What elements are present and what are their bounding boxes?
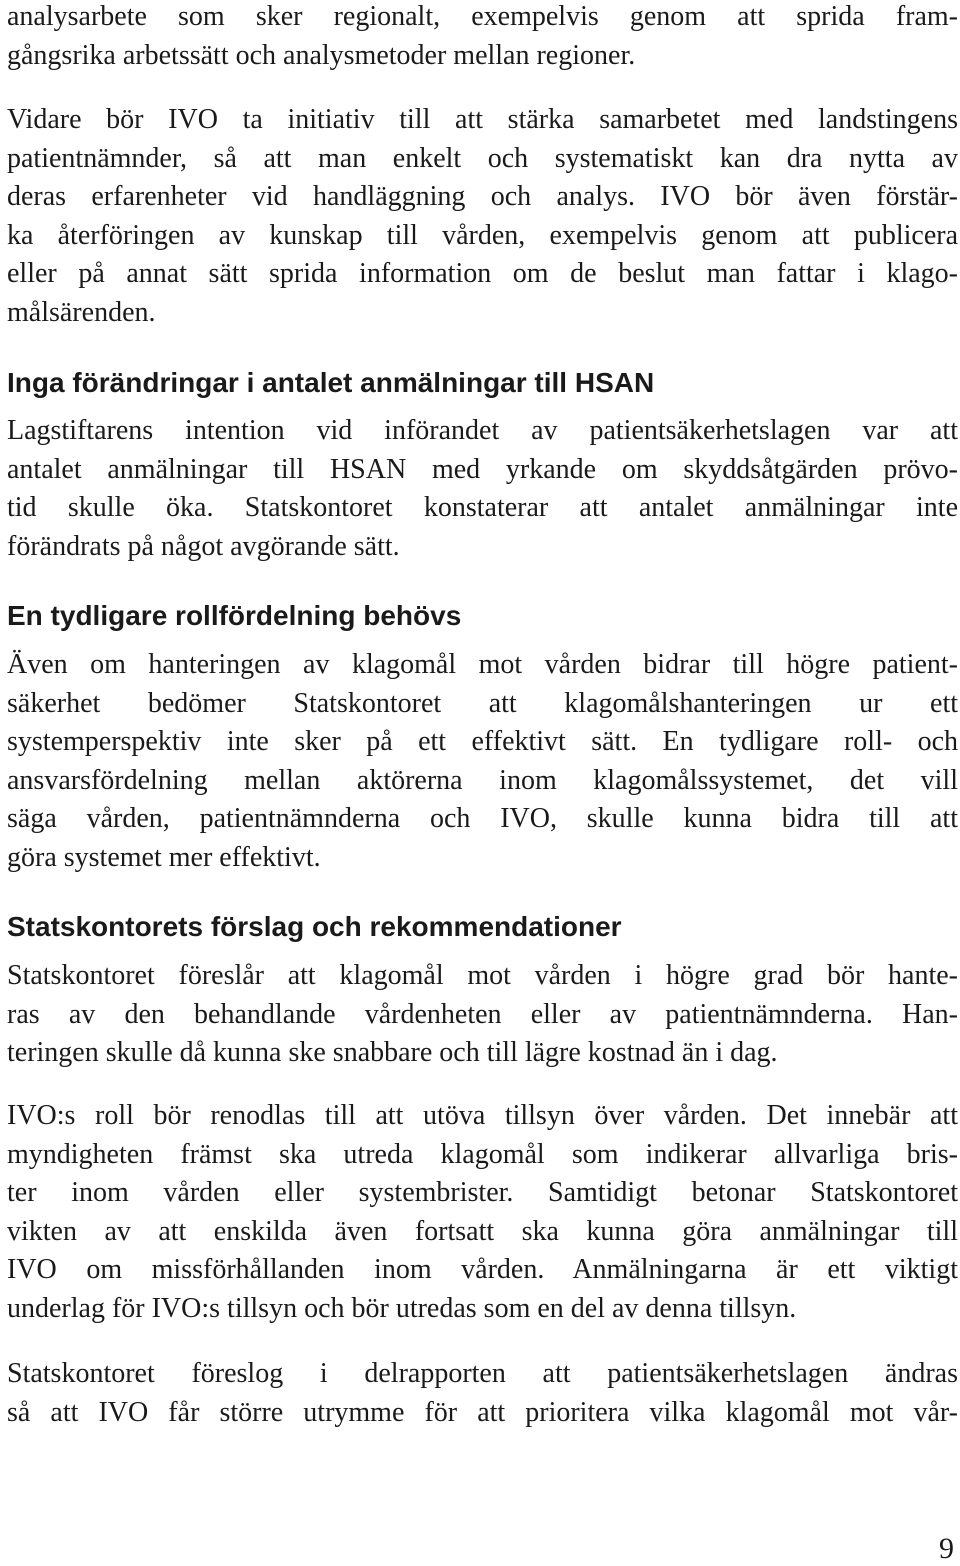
text-line: förändrats på något avgörande sätt. [7, 530, 400, 562]
text-line: målsärenden. [7, 296, 156, 328]
paragraph-hsan [7, 412, 958, 566]
text-line: säkerhet bedömer Statskontoret att klagomålshanteringen ur ett [7, 687, 958, 719]
page-number: 9 [939, 1532, 954, 1565]
paragraph-ivo-role [7, 1097, 958, 1329]
paragraph-ivo-cooperation [7, 101, 958, 333]
paragraph-proposal-handling [7, 957, 958, 1073]
text-line: deras erfarenheter vid handläggning och analys. IVO bör även förstär- [7, 181, 958, 213]
text-line: IVO:s roll bör renodlas till att utöva tillsyn över vården. Det innebär att [7, 1100, 958, 1131]
paragraph-role-distribution [7, 646, 958, 878]
section-heading-hsan: Inga förändringar i antalet anmälningar till HSAN [7, 367, 655, 398]
text-line: tid skulle öka. Statskontoret konstaterar att antalet anmälningar inte [7, 492, 958, 524]
text-line: IVO om missförhållanden inom vården. Anmälningarna är ett viktigt [7, 1254, 958, 1286]
text-line: så att IVO får större utrymme för att prioritera vilka klagomål mot vår- [7, 1396, 958, 1428]
text-line: teringen skulle då kunna ske snabbare och till lägre kostnad än i dag. [7, 1037, 778, 1069]
text-line: ras av den behandlande vårdenheten eller av patientnämnderna. Han- [7, 998, 958, 1030]
text-line: ka återföringen av kunskap till vården, exempelvis genom att publicera [7, 219, 958, 251]
text-line: ansvarsfördelning mellan aktörerna inom klagomålssystemet, det vill [7, 764, 958, 796]
text-line: Lagstiftarens intention vid införandet av patientsäkerhetslagen var att [7, 415, 958, 446]
text-line: vikten av att enskilda även fortsatt ska kunna göra anmälningar till [7, 1215, 958, 1247]
text-line: gångsrika arbetssätt och analysmetoder mellan regioner. [7, 39, 636, 71]
paragraph-interim-report [7, 1355, 958, 1432]
text-line: säga vården, patientnämnderna och IVO, skulle kunna bidra till att [7, 803, 958, 835]
section-heading-role-distribution: En tydligare rollfördelning behövs [7, 600, 462, 631]
text-line: Statskontoret föreslog i delrapporten att patientsäkerhetslagen ändras [7, 1358, 958, 1389]
paragraph-regional-analysis [7, 0, 958, 75]
text-line: Vidare bör IVO ta initiativ till att stärka samarbetet med landstingens [7, 104, 958, 135]
text-line: eller på annat sätt sprida information om de beslut man fattar i klago- [7, 258, 958, 290]
text-line: patientnämnder, så att man enkelt och systematiskt kan dra nytta av [7, 142, 958, 174]
text-line: göra systemet mer effektivt. [7, 841, 321, 873]
text-line: Även om hanteringen av klagomål mot vården bidrar till högre patient- [7, 649, 958, 680]
section-heading-proposals: Statskontorets förslag och rekommendationer [7, 911, 622, 942]
text-line: systemperspektiv inte sker på ett effektivt sätt. En tydligare roll- och [7, 726, 958, 758]
text-line: myndigheten främst ska utreda klagomål som indikerar allvarliga bris- [7, 1138, 958, 1170]
text-line: Statskontoret föreslår att klagomål mot vården i högre grad bör hante- [7, 960, 958, 991]
text-line: analysarbete som sker regionalt, exempelvis genom att sprida fram- [7, 1, 958, 32]
text-line: ter inom vården eller systembrister. Samtidigt betonar Statskontoret [7, 1177, 958, 1209]
text-line: antalet anmälningar till HSAN med yrkande om skyddsåtgärden prövo- [7, 453, 958, 485]
text-line: underlag för IVO:s tillsyn och bör utredas som en del av denna tillsyn. [7, 1292, 797, 1324]
